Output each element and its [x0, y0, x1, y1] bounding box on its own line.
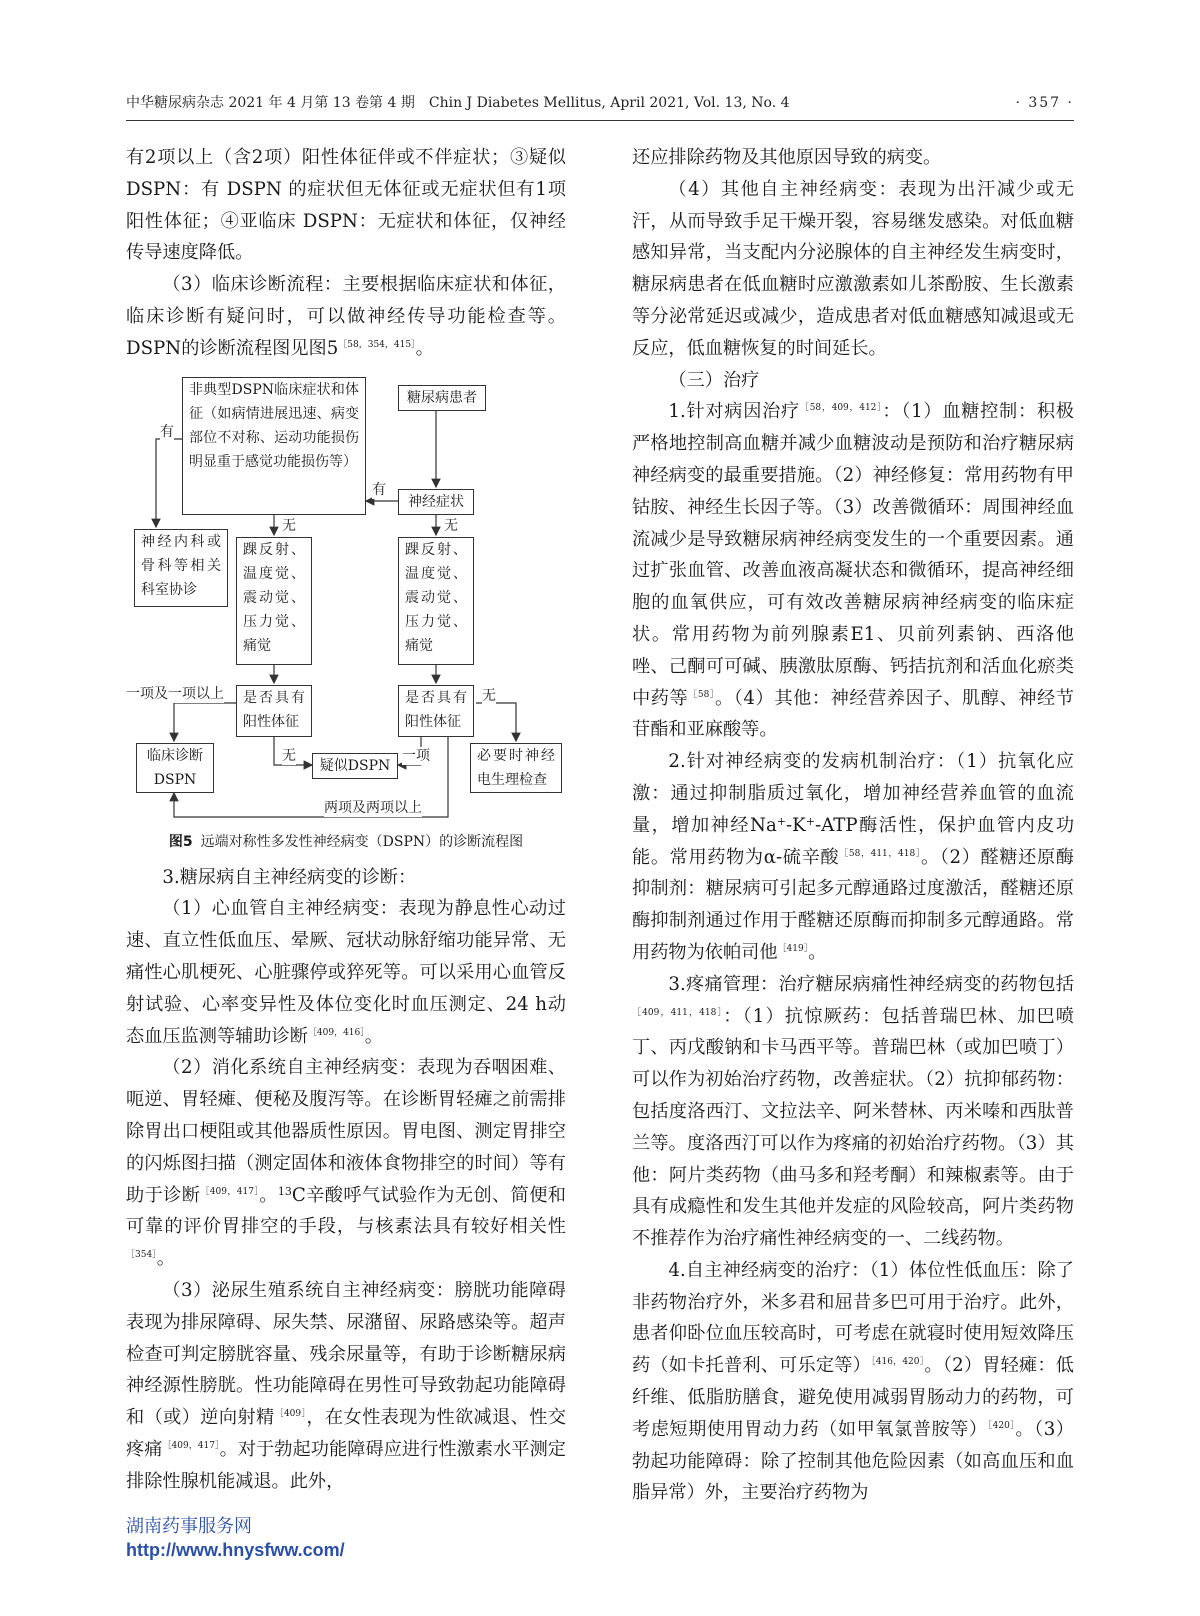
- signs-exam-box-right: 踝反射、温度觉、震动觉、压力觉、痛觉: [398, 537, 474, 665]
- paragraph: 4.自主神经病变的治疗：（1）体位性低血压：除了非药物治疗外，米多君和屈昔多巴可用于治疗。此外，患者仰卧位血压较高时，可考虑在就寝时使用短效降压药（如卡托普利、可乐定等）$^{[416,420]}$。（2）胃轻瘫：低纤维、低脂肪膳食，避免使用减弱胃肠动力的药物，可考虑短期使用胃动力药（如甲氧氯普胺等）$^{[420]}$。（3）勃起功能障碍：除了控制其他危险因素（如高血压和血脂异常）外，主要治疗药物为: [632, 1259, 1074, 1504]
- paragraph: 3.疼痛管理：治疗糖尿病痛性神经病变的药物包括$^{[409,411,418]}$：（1）抗惊厥药：包括普瑞巴林、加巴喷丁、丙戊酸钠和卡马西平等。普瑞巴林（或加巴喷丁）可以作为初始治疗药物，改善症状。（2）抗抑郁药物：包括度洛西汀、文拉法辛、阿米替林、丙米嗪和西肽普兰等。度洛西汀可以作为疼痛的初始治疗药物。（3）其他：阿片类药物（曲马多和羟考酮）和辣椒素等。由于具有成瘾性和发生其他并发症的风险较高，阿片类药物不推荐作为治疗痛性神经病变的一、二线药物。: [632, 973, 1074, 1250]
- watermark-footer: [126, 1514, 345, 1562]
- figure-5-flowchart: [126, 377, 566, 862]
- citation: ［416，420］: [871, 1357, 925, 1368]
- journal-info: 中华糖尿病杂志 2021 年 4 月第 13 卷第 4 期 Chin J Diabetes Mellitus, April 2021, Vol. 13, No. 4: [126, 95, 790, 111]
- citation: ［409］: [274, 1409, 307, 1420]
- site-url-link[interactable]: http://www.hnysfww.com/: [126, 1540, 345, 1560]
- label-one-item: 一项: [402, 747, 430, 764]
- suspected-dspn-box: 疑似DSPN: [312, 753, 398, 779]
- citation: ［58，411，418］: [839, 848, 921, 859]
- label-one-or-more: 一项及一项以上: [126, 685, 224, 702]
- paragraph: 1.针对病因治疗$^{[58,409,412]}$：（1）血糖控制：积极严格地控制高血糖并减少血糖波动是预防和治疗糖尿病神经病变的最重要措施。（2）神经修复：常用药物有甲钴胺、神经生长因子等。（3）改善微循环：周围神经血流减少是导致糖尿病神经病变发生的一个重要因素。通过扩张血管、改善血液高凝状态和微循环，提高神经细胞的血氧供应，可有效改善糖尿病神经病变的临床症状。常用药物为前列腺素E1、贝前列素钠、西洛他唑、己酮可可碱、胰激肽原酶、钙拮抗剂和活血化瘀类中药等$^{[58]}$。（4）其他：神经营养因子、肌醇、神经节苷酯和亚麻酸等。: [632, 401, 1074, 741]
- nerve-symptom-box: 神经症状: [398, 489, 474, 515]
- label-two-or-more: 两项及两项以上: [324, 799, 422, 816]
- clinical-diagnosis-box: 临床诊断DSPN: [136, 743, 214, 793]
- citation: ［409，416］: [307, 1027, 365, 1038]
- citation: ［58，354，415］: [338, 339, 416, 350]
- label-no-symptom: 无: [444, 517, 458, 534]
- figure-title: 远端对称性多发性神经病变（DSPN）的诊断流程图: [200, 833, 524, 850]
- consultation-box: 神经内科或骨科等相关科室协诊: [134, 529, 228, 607]
- signs-exam-box-left: 踝反射、温度觉、震动觉、压力觉、痛觉: [236, 537, 312, 665]
- citation: ［420］: [987, 1420, 1016, 1431]
- figure-number: 图5: [168, 833, 193, 850]
- label-yes-symptom: 有: [372, 481, 386, 498]
- positive-signs-box-right: 是否具有阳性体征: [398, 685, 474, 737]
- left-column: [126, 142, 566, 1498]
- paragraph: （4）其他自主神经病变：表现为出汗减少或无汗，从而导致手足干燥开裂，容易继发感染。对低血糖感知异常，当支配内分泌腺体的自主神经发生病变时，糖尿病患者在低血糖时应激激素如儿茶酚胺、生长激素等分泌常延迟或减少，造成患者对低血糖感知减退或无反应，低血糖恢复的时间延长。: [632, 178, 1074, 359]
- electrophysiology-box: 必要时神经电生理检查: [470, 743, 562, 793]
- label-yes-left: 有: [160, 423, 174, 440]
- paragraph: 有2项以上（含2项）阳性体征伴或不伴症状；③疑似 DSPN：有 DSPN 的症状但无体征或无症状但有1项阳性体征；④亚临床 DSPN：无症状和体征，仅神经传导速度降低。: [126, 147, 566, 264]
- charge-mark: +: [776, 814, 787, 828]
- label-no-right-positive: 无: [482, 687, 496, 704]
- label-no-left-positive: 无: [282, 747, 296, 764]
- citation: ［58，409，412］: [799, 403, 883, 414]
- citation: ［419］: [777, 943, 809, 954]
- citation: ［409，417］: [162, 1440, 220, 1451]
- citation: ［409，417］: [200, 1186, 260, 1197]
- positive-signs-box-left: 是否具有阳性体征: [236, 685, 312, 737]
- citation: ［409，411，418］: [632, 1007, 724, 1018]
- right-column: [632, 142, 1074, 1509]
- isotope-mark: 13: [277, 1184, 292, 1198]
- citation: ［354］: [126, 1250, 157, 1261]
- label-no-atypical: 无: [282, 517, 296, 534]
- citation: ［58］: [688, 689, 715, 700]
- section-heading: 3.糖尿病自主神经病变的诊断：: [162, 866, 417, 888]
- paragraph: 还应排除药物及其他原因导致的病变。: [632, 147, 942, 168]
- paragraph: 2.针对神经病变的发病机制治疗：（1）抗氧化应激：通过抑制脂质过氧化，增加神经营养血管的血流量，增加神经Na+-K+-ATP酶活性，保护血管内皮功能。常用药物为α-硫辛酸$^{[58,411,418]}$。（2）醛糖还原酶抑制剂：糖尿病可引起多元醇通路过度激活，醛糖还原酶抑制剂通过作用于醛糖还原酶而抑制多元醇通路。常用药物为依帕司他$^{[419]}$。: [632, 751, 1075, 963]
- paragraph: （1）心血管自主神经病变：表现为静息性心动过速、直立性低血压、晕厥、冠状动脉舒缩功能异常、无痛性心肌梗死、心脏骤停或猝死等。可以采用心血管反射试验、心率变异性及体位变化时血压测定、24 h动态血压监测等辅助诊断$^{[409,416]}$。: [126, 898, 566, 1047]
- running-header: [126, 92, 1074, 121]
- page-number: · 357 ·: [1015, 95, 1074, 111]
- paragraph: （3）临床诊断流程：主要根据临床症状和体征，临床诊断有疑问时，可以做神经传导功能检查等。DSPN的诊断流程图见图5$^{[58,354,415]}$。: [126, 274, 566, 359]
- diabetic-patient-box: 糖尿病患者: [398, 385, 486, 411]
- paragraph: （3）泌尿生殖系统自主神经病变：膀胱功能障碍表现为排尿障碍、尿失禁、尿潴留、尿路感染等。超声检查可判定膀胱容量、残余尿量等，有助于诊断糖尿病神经源性膀胱。性功能障碍在男性可导致勃起功能障碍和（或）逆向射精$^{[409]}$，在女性表现为性欲减退、性交疼痛$^{[409,417]}$。对于勃起功能障碍应进行性激素水平测定排除性腺机能减退。此外，: [126, 1279, 566, 1492]
- atypical-symptoms-box: 非典型DSPN临床症状和体征（如病情进展迅速、病变部位不对称、运动功能损伤明显重于感觉功能损伤等）: [182, 377, 366, 515]
- figure-caption: [126, 832, 566, 852]
- site-name: 湖南药事服务网: [126, 1516, 252, 1536]
- charge-mark: +: [805, 814, 815, 828]
- paragraph: （2）消化系统自主神经病变：表现为吞咽困难、呃逆、胃轻瘫、便秘及腹泻等。在诊断胃轻瘫之前需排除胃出口梗阻或其他器质性原因。胃电图、测定胃排空的闪烁图扫描（测定固体和液体食物排空的时间）等有助于诊断$^{[409,417]}$。$^{13}$C辛酸呼气试验作为无创、简便和可靠的评价胃排空的手段，与核素法具有较好相关性$^{[354]}$。: [126, 1057, 566, 1270]
- section-heading: （三）治疗: [668, 369, 760, 391]
